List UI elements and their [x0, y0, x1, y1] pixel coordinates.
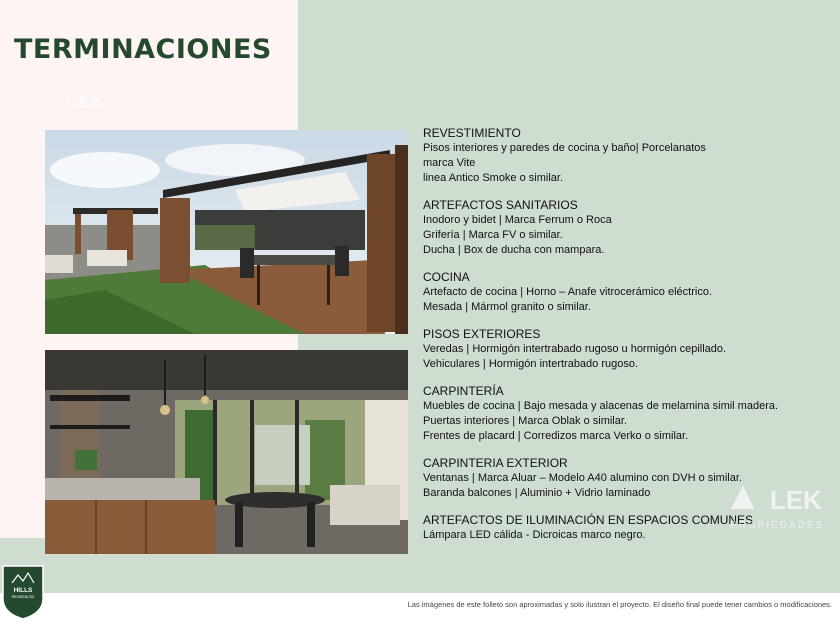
terrace-illustration [45, 130, 408, 334]
section-heading: ARTEFACTOS DE ILUMINACIÓN EN ESPACIOS COMUNES [423, 513, 754, 527]
section-cocina [423, 270, 823, 315]
section-line: Baranda balcones | Aluminio + Vidrio laminado [423, 487, 651, 499]
watermark-logo-top [66, 94, 107, 112]
logo-name: HILLS [13, 587, 33, 594]
section-line: linea Antico Smoke o similar. [423, 172, 564, 184]
terrace-photo [45, 130, 408, 334]
watermark-logo-right [723, 474, 822, 519]
logo-subtitle: RESIDENCES [11, 595, 35, 599]
section-line: Puertas interiores | Marca Oblak o similar. [423, 415, 627, 427]
watermark-text: LEK [769, 485, 822, 515]
section-heading: COCINA [423, 270, 470, 284]
section-line: Pisos interiores y paredes de cocina y baño| Porcelanatos [423, 142, 706, 154]
section-heading: CARPINTERIA EXTERIOR [423, 456, 568, 470]
section-line: Inodoro y bidet | Marca Ferrum o Roca [423, 214, 612, 226]
section-line: Mesada | Mármol granito o similar. [423, 301, 591, 313]
section-line: marca Vite [423, 157, 476, 169]
section-line: Veredas | Hormigón intertrabado rugoso u hormigón cepillado. [423, 343, 727, 355]
section-line: Ventanas | Marca Aluar – Modelo A40 alumino con DVH o similar. [423, 472, 742, 484]
footer-bar [0, 593, 840, 630]
kitchen-photo [45, 350, 408, 554]
section-line: Vehiculares | Hormigón intertrabado rugoso. [423, 358, 639, 370]
section-heading: PISOS EXTERIORES [423, 327, 541, 341]
kitchen-illustration [45, 350, 408, 554]
section-artefactos-sanitarios [423, 198, 823, 258]
disclaimer-text: Las imágenes de este folleto son aproximadas y solo ilustran el proyecto. El diseño final puede tener cambios o modificaciones. [407, 600, 832, 609]
watermark-triangle-icon: ▲ [723, 474, 763, 518]
section-line: Frentes de placard | Corredizos marca Verko o similar. [423, 430, 689, 442]
page-title: TERMINACIONES [14, 34, 272, 65]
section-line: Ducha | Box de ducha con mampara. [423, 244, 605, 256]
watermark-subtext: PROPIEDADES [730, 520, 825, 531]
section-heading: ARTEFACTOS SANITARIOS [423, 198, 578, 212]
section-line: Grifería | Marca FV o similar. [423, 229, 563, 241]
section-heading: REVESTIMIENTO [423, 126, 521, 140]
section-line: Artefacto de cocina | Horno – Anafe vitrocerámico eléctrico. [423, 286, 712, 298]
section-carpinteria [423, 384, 823, 444]
section-revestimiento [423, 126, 823, 186]
section-heading: CARPINTERÍA [423, 384, 504, 398]
section-pisos-exteriores [423, 327, 823, 372]
section-line: Lámpara LED cálida - Dicroicas marco negro. [423, 529, 646, 541]
section-line: Muebles de cocina | Bajo mesada y alacenas de melamina simil madera. [423, 400, 779, 412]
watermark-text: LEK [66, 94, 107, 111]
